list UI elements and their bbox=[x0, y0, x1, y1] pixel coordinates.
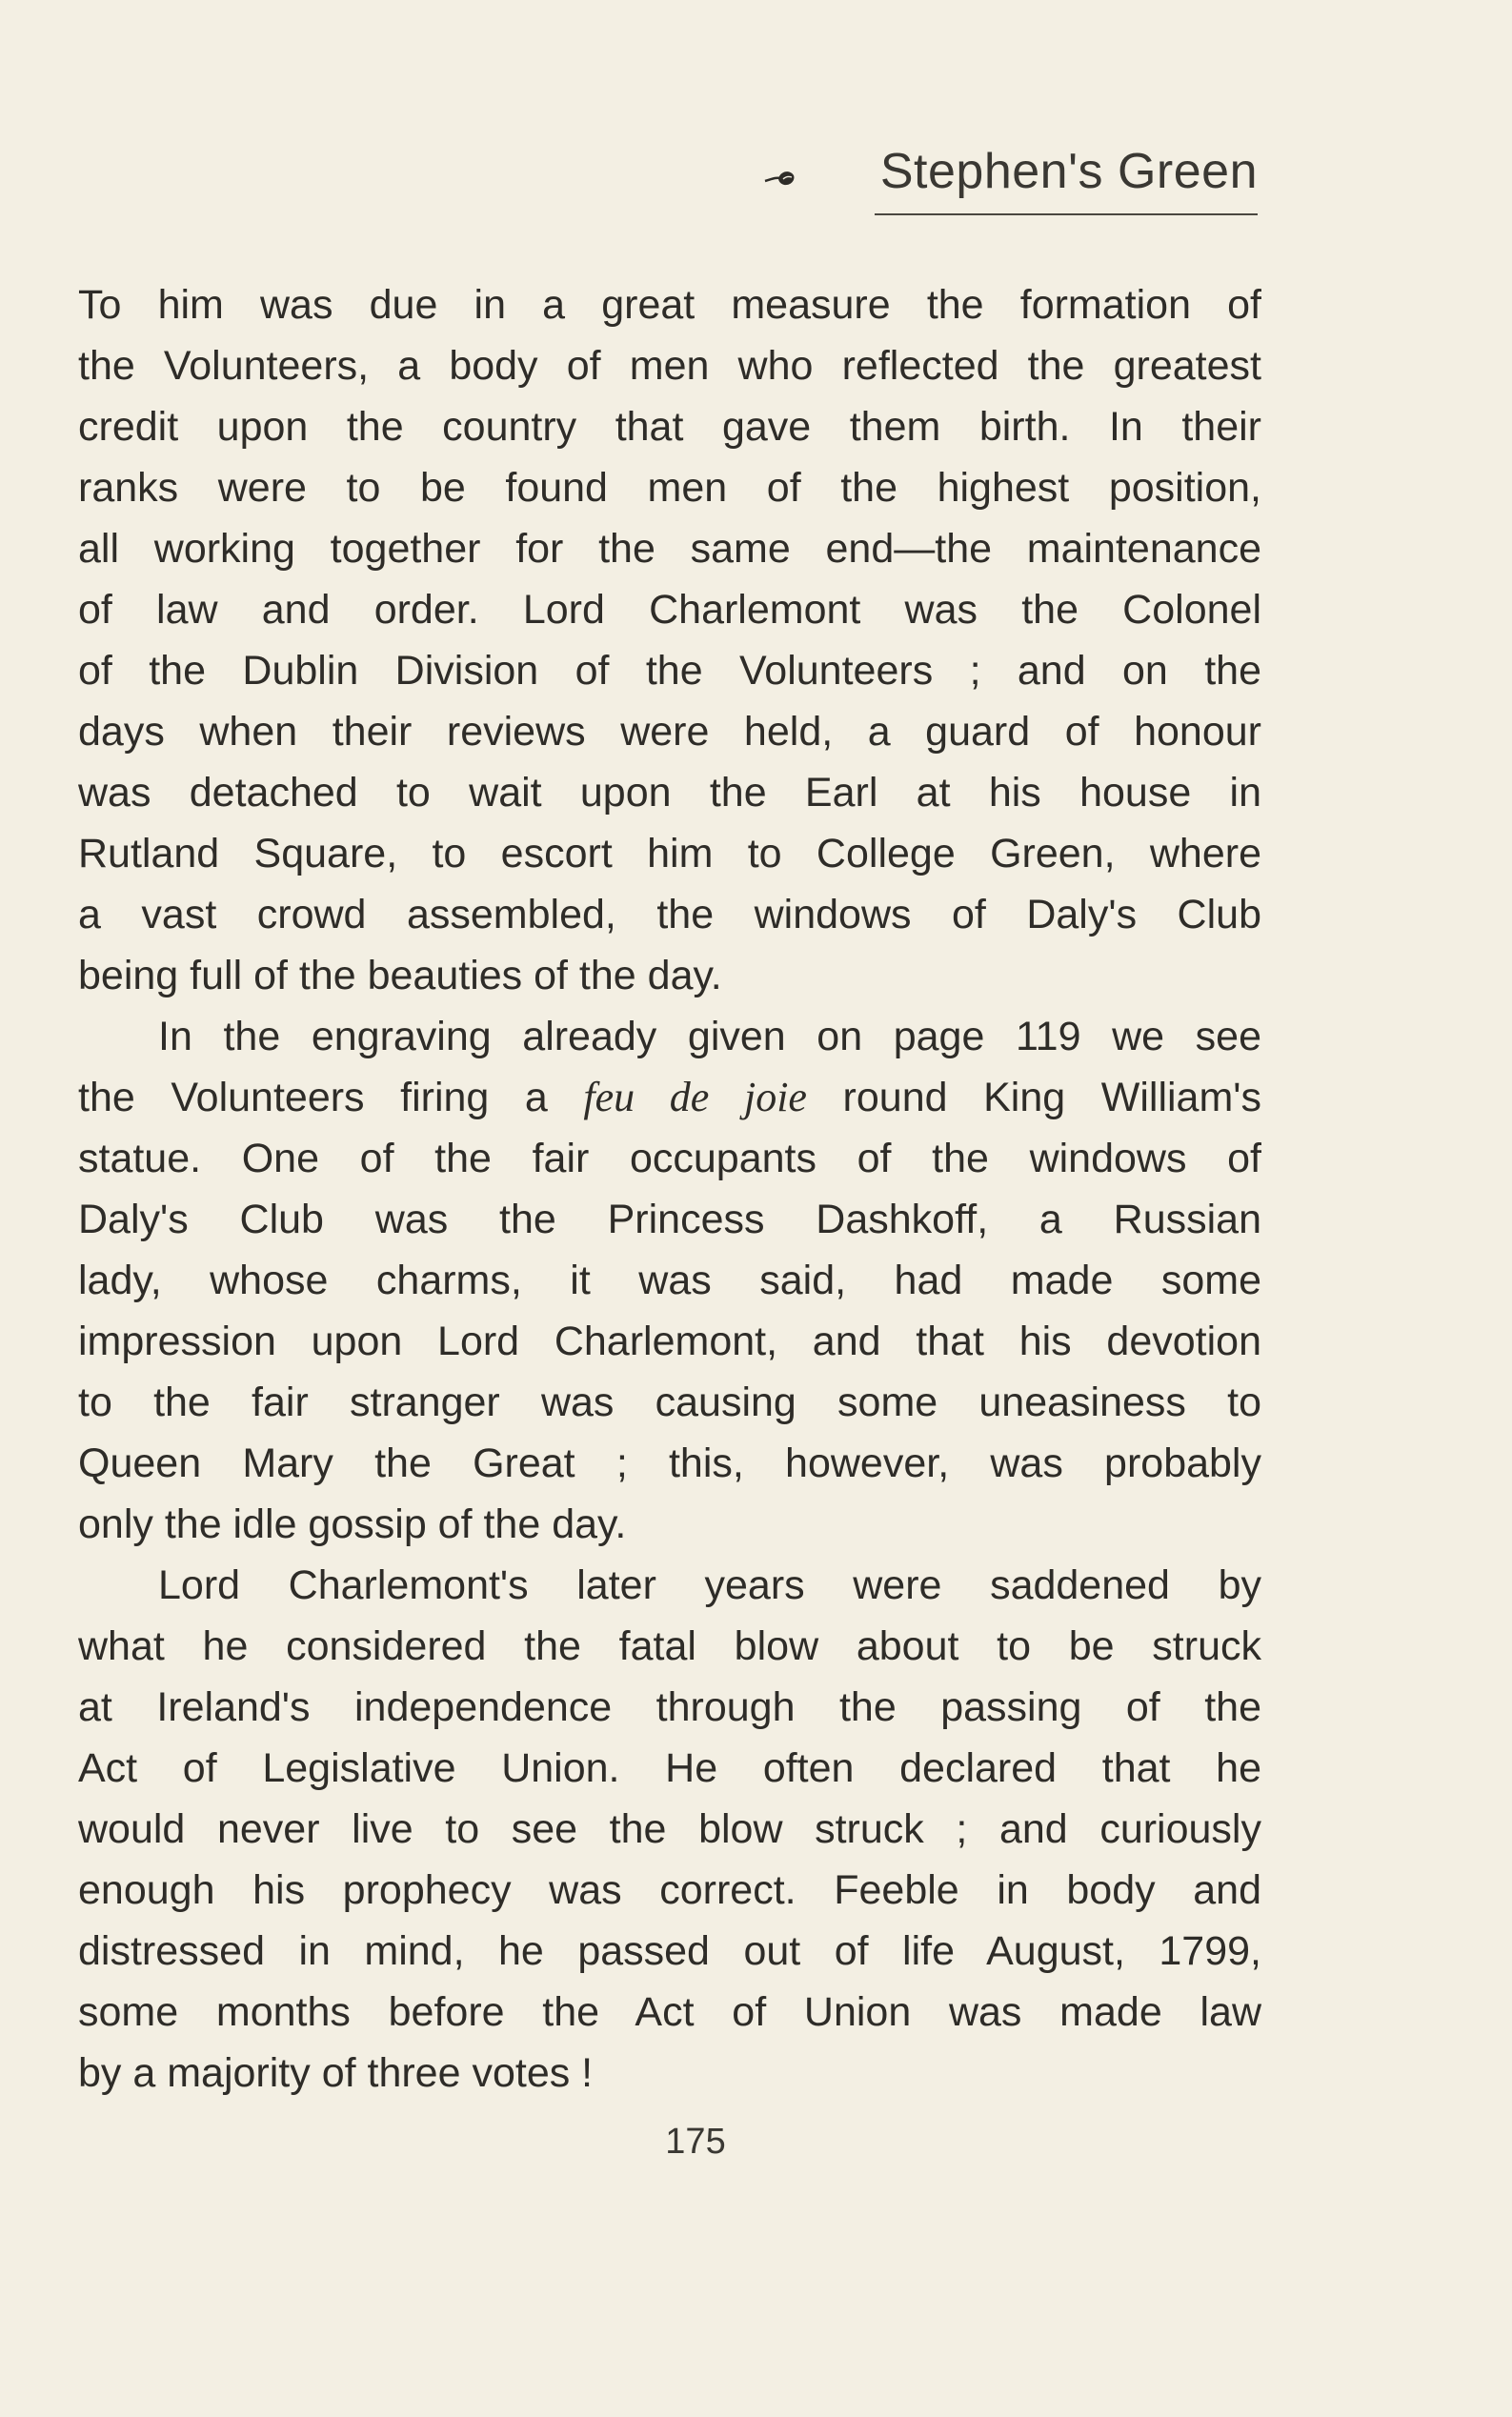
text-segment: of law and order. Lord Charlemont was the Colonel bbox=[78, 587, 1261, 633]
italic-phrase: feu de joie bbox=[583, 1074, 807, 1120]
leaf-fleuron-icon bbox=[764, 168, 796, 189]
header-rule bbox=[875, 213, 1258, 215]
text-line bbox=[78, 1067, 1261, 1128]
text-segment: statue. One of the fair occupants of the windows of bbox=[78, 1136, 1261, 1181]
text-line bbox=[78, 335, 1261, 396]
paragraph bbox=[78, 1555, 1261, 2104]
text-segment: Daly's Club was the Princess Dashkoff, a Russian bbox=[78, 1197, 1261, 1242]
text-line bbox=[78, 823, 1261, 884]
text-line bbox=[78, 1860, 1261, 1921]
text-segment: lady, whose charms, it was said, had made some bbox=[78, 1258, 1261, 1303]
text-line bbox=[78, 1738, 1261, 1799]
text-segment: some months before the Act of Union was made law bbox=[78, 1989, 1261, 2035]
text-segment: days when their reviews were held, a guard of honour bbox=[78, 709, 1261, 755]
text-segment: being full of the beauties of the day. bbox=[78, 953, 722, 998]
text-segment: ranks were to be found men of the highest position, bbox=[78, 465, 1261, 511]
text-line bbox=[78, 1006, 1261, 1067]
text-segment: Act of Legislative Union. He often declared that he bbox=[78, 1745, 1261, 1791]
body-text bbox=[78, 274, 1261, 2104]
text-segment: enough his prophecy was correct. Feeble in body and bbox=[78, 1867, 1261, 1913]
text-line bbox=[78, 274, 1261, 335]
text-segment: round King William's bbox=[806, 1075, 1261, 1120]
running-title: Stephen's Green bbox=[879, 144, 1258, 199]
text-line bbox=[78, 579, 1261, 640]
text-line bbox=[78, 1372, 1261, 1433]
text-segment: only the idle gossip of the day. bbox=[78, 1501, 627, 1547]
text-line bbox=[78, 1921, 1261, 1982]
text-line bbox=[78, 762, 1261, 823]
text-segment: the Volunteers firing a bbox=[78, 1075, 584, 1120]
text-segment: by a majority of three votes ! bbox=[78, 2050, 594, 2096]
text-line bbox=[78, 1494, 1261, 1555]
text-line bbox=[78, 640, 1261, 701]
text-segment: was detached to wait upon the Earl at his house in bbox=[78, 770, 1261, 816]
text-segment: all working together for the same end—the maintenance bbox=[78, 526, 1261, 572]
page-number: 175 bbox=[665, 2122, 726, 2162]
text-line bbox=[78, 1799, 1261, 1860]
text-segment: In the engraving already given on page 119 we see bbox=[158, 1014, 1261, 1059]
text-segment: a vast crowd assembled, the windows of Daly's Club bbox=[78, 892, 1261, 937]
text-segment: Rutland Square, to escort him to College Green, where bbox=[78, 831, 1261, 876]
text-line bbox=[78, 2043, 1261, 2104]
text-segment: what he considered the fatal blow about to be struck bbox=[78, 1623, 1261, 1669]
text-line bbox=[78, 1677, 1261, 1738]
text-segment: Queen Mary the Great ; this, however, was probably bbox=[78, 1440, 1261, 1486]
text-segment: impression upon Lord Charlemont, and that his devotion bbox=[78, 1319, 1261, 1364]
paragraph bbox=[78, 1006, 1261, 1555]
text-line bbox=[78, 1616, 1261, 1677]
text-line bbox=[78, 1311, 1261, 1372]
text-line bbox=[78, 884, 1261, 945]
text-line bbox=[78, 518, 1261, 579]
text-segment: to the fair stranger was causing some uneasiness to bbox=[78, 1380, 1261, 1425]
text-line bbox=[78, 396, 1261, 457]
text-line bbox=[78, 1982, 1261, 2043]
text-line bbox=[78, 1433, 1261, 1494]
text-segment: To him was due in a great measure the formation of bbox=[78, 282, 1261, 328]
text-line bbox=[78, 1250, 1261, 1311]
text-segment: credit upon the country that gave them birth. In their bbox=[78, 404, 1261, 450]
text-segment: would never live to see the blow struck ; and curiously bbox=[78, 1806, 1261, 1852]
text-segment: the Volunteers, a body of men who reflected the greatest bbox=[78, 343, 1261, 389]
text-line bbox=[78, 457, 1261, 518]
text-segment: of the Dublin Division of the Volunteers ; and on the bbox=[78, 648, 1261, 694]
text-segment: at Ireland's independence through the passing of the bbox=[78, 1684, 1261, 1730]
paragraph bbox=[78, 274, 1261, 1006]
running-head bbox=[753, 133, 1258, 219]
text-line bbox=[78, 945, 1261, 1006]
text-line bbox=[78, 1189, 1261, 1250]
text-segment: Lord Charlemont's later years were saddened by bbox=[158, 1562, 1261, 1608]
text-line bbox=[78, 701, 1261, 762]
text-segment: distressed in mind, he passed out of life August, 1799, bbox=[78, 1928, 1261, 1974]
text-line bbox=[78, 1555, 1261, 1616]
text-line bbox=[78, 1128, 1261, 1189]
